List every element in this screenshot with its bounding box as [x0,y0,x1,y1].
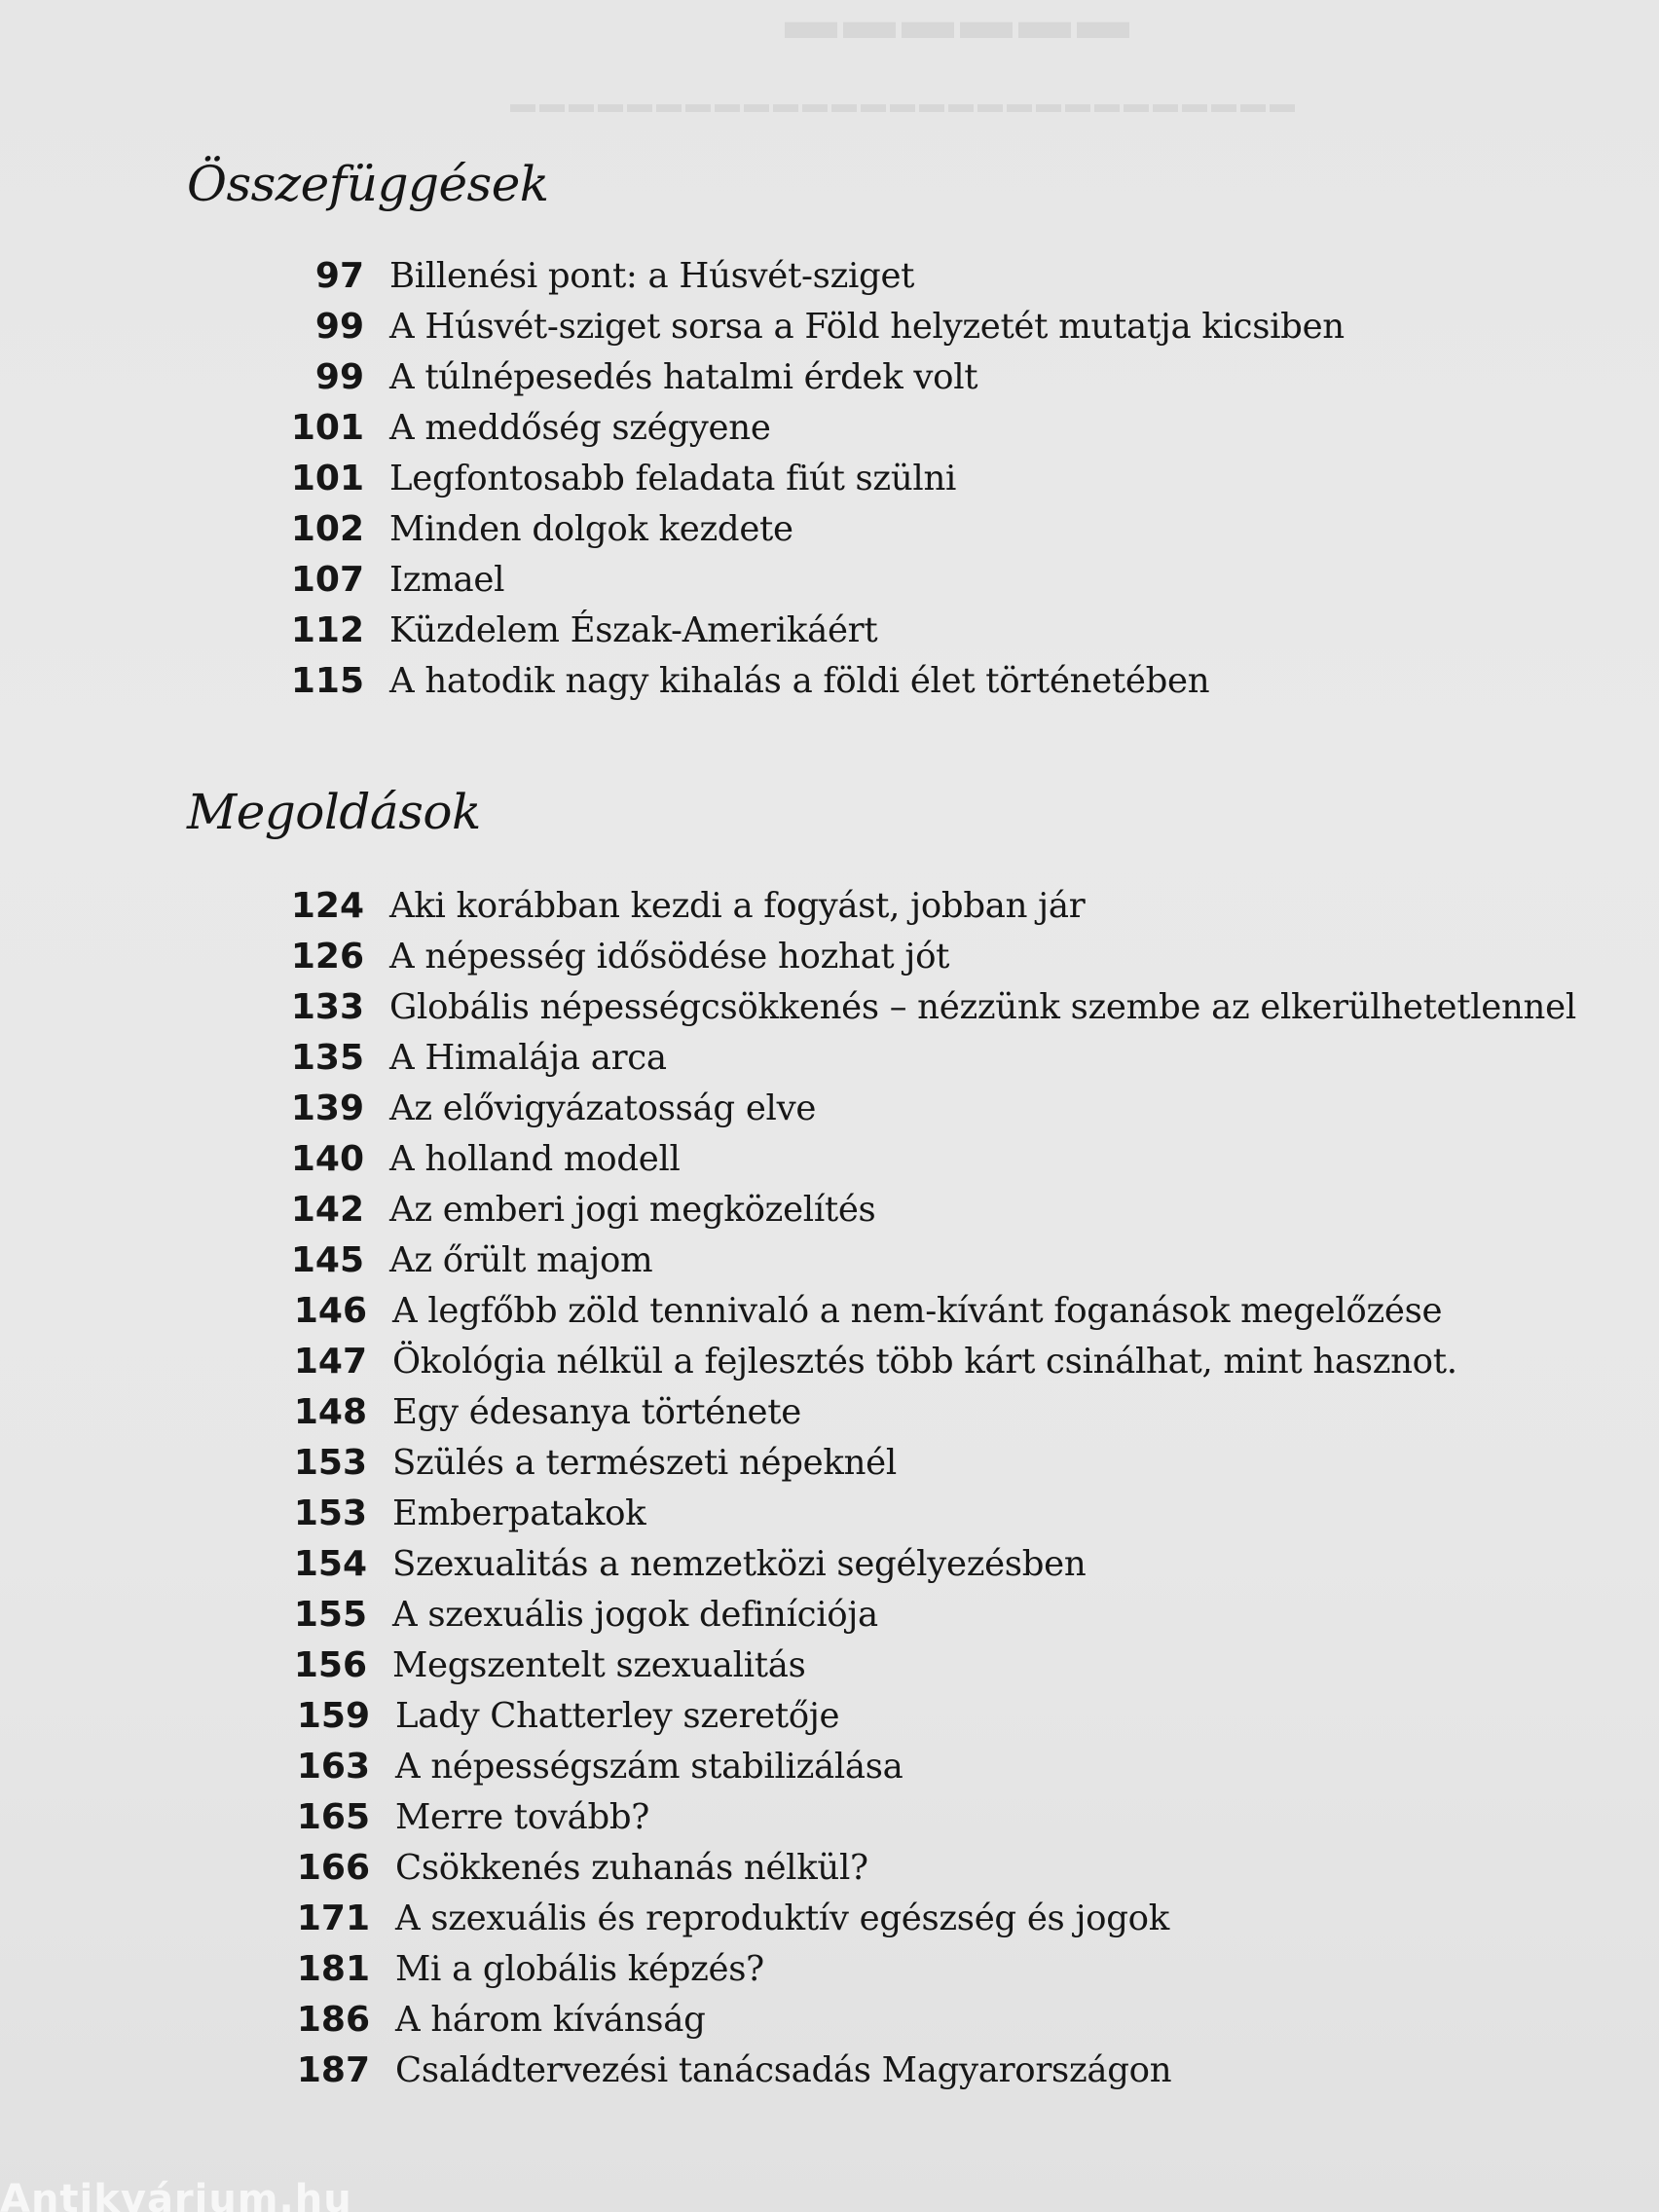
bleed-through-shadow: ▬▬▬▬▬▬ [779,0,1129,50]
entry-title: A népességszám stabilizálása [395,1747,903,1787]
page-number: 97 [314,256,364,296]
entry-title: Az őrült majom [389,1240,653,1280]
page-number: 181 [296,1949,370,1989]
page-number: 146 [293,1291,367,1331]
entry-title: Egy édesanya története [392,1392,801,1432]
entry-title: Izmael [389,560,505,600]
toc-list [0,881,1659,2096]
page-number: 171 [296,1899,370,1938]
toc-entry[interactable] [0,1590,1659,1641]
page-number: 163 [296,1747,370,1787]
entry-title: Mi a globális képzés? [395,1949,764,1989]
toc-entry[interactable] [0,1995,1659,2046]
page-number: 186 [296,2000,370,2040]
entry-title: Lady Chatterley szeretője [395,1696,840,1736]
toc-entry[interactable] [0,403,1659,454]
bleed-through-shadow: ▬▬▬▬▬▬▬▬▬▬▬▬▬▬▬▬▬▬▬▬▬▬▬▬▬▬▬ [506,90,1295,118]
page-number: 140 [290,1139,364,1179]
page-number: 101 [290,408,364,448]
toc-entry[interactable] [0,454,1659,504]
entry-title: Az elővigyázatosság elve [389,1088,817,1128]
page-number: 135 [290,1038,364,1078]
entry-title: Minden dolgok kezdete [389,509,793,549]
toc-entry[interactable] [0,606,1659,656]
toc-entry[interactable] [0,932,1659,982]
entry-title: A túlnépesedés hatalmi érdek volt [389,357,978,397]
entry-title: A három kívánság [395,2000,706,2040]
toc-entry[interactable] [0,1539,1659,1590]
toc-entry[interactable] [0,1185,1659,1235]
page-number: 99 [314,307,364,347]
page-number: 112 [290,610,364,650]
toc-entry[interactable] [0,1792,1659,1843]
page-number: 148 [293,1392,367,1432]
toc-entry[interactable] [0,1894,1659,1944]
page-number: 166 [296,1848,370,1888]
toc-entry[interactable] [0,302,1659,352]
toc-entry[interactable] [0,1235,1659,1286]
page-number: 99 [314,357,364,397]
toc-entry[interactable] [0,2046,1659,2096]
toc-entry[interactable] [0,555,1659,606]
entry-title: A népesség idősödése hozhat jót [389,937,950,977]
toc-list [0,251,1659,707]
entry-title: Küzdelem Észak-Amerikáért [389,610,878,650]
entry-title: A Himalája arca [389,1038,667,1078]
toc-entry[interactable] [0,1641,1659,1691]
toc-entry[interactable] [0,504,1659,555]
page-number: 139 [290,1088,364,1128]
entry-title: Megszentelt szexualitás [392,1645,806,1685]
toc-entry[interactable] [0,352,1659,403]
page-number: 156 [293,1645,367,1685]
toc-entry[interactable] [0,1134,1659,1185]
entry-title: A legfőbb zöld tennivaló a nem-kívánt foganások megelőzése [392,1291,1443,1331]
toc-entry[interactable] [0,656,1659,707]
toc-entry[interactable] [0,1843,1659,1894]
toc-entry[interactable] [0,1084,1659,1134]
toc-entry[interactable] [0,1387,1659,1438]
page-number: 126 [290,937,364,977]
page-number: 153 [293,1493,367,1533]
entry-title: Legfontosabb feladata fiút szülni [389,459,957,498]
entry-title: Ökológia nélkül a fejlesztés több kárt csinálhat, mint hasznot. [392,1342,1457,1382]
toc-entry[interactable] [0,1438,1659,1489]
entry-title: Csökkenés zuhanás nélkül? [395,1848,868,1888]
section-heading: Összefüggések [187,156,549,212]
toc-entry[interactable] [0,1033,1659,1084]
toc-entry[interactable] [0,1944,1659,1995]
page-number: 101 [290,459,364,498]
entry-title: Globális népességcsökkenés – nézzünk szembe az elkerülhetetlennel [389,987,1576,1027]
page-number: 133 [290,987,364,1027]
page-number: 115 [290,661,364,701]
page-number: 107 [290,560,364,600]
entry-title: Aki korábban kezdi a fogyást, jobban jár [389,886,1086,926]
entry-title: A szexuális és reproduktív egészség és jogok [395,1899,1169,1938]
page-number: 153 [293,1443,367,1483]
entry-title: Merre tovább? [395,1797,650,1837]
section-heading: Megoldások [187,784,481,840]
toc-entry[interactable] [0,1489,1659,1539]
page-number: 155 [293,1595,367,1635]
watermark: Antikvárium.hu [0,2177,352,2212]
page-number: 124 [290,886,364,926]
entry-title: Szexualitás a nemzetközi segélyezésben [392,1544,1087,1584]
page-number: 147 [293,1342,367,1382]
toc-entry[interactable] [0,1691,1659,1742]
entry-title: Az emberi jogi megközelítés [389,1190,876,1230]
toc-entry[interactable] [0,881,1659,932]
entry-title: A Húsvét-sziget sorsa a Föld helyzetét mutatja kicsiben [389,307,1345,347]
page-number: 142 [290,1190,364,1230]
entry-title: A hatodik nagy kihalás a földi élet történetében [389,661,1210,701]
entry-title: Szülés a természeti népeknél [392,1443,897,1483]
entry-title: Billenési pont: a Húsvét-sziget [389,256,915,296]
entry-title: A meddőség szégyene [389,408,771,448]
page-number: 145 [290,1240,364,1280]
toc-entry[interactable] [0,1286,1659,1337]
page-number: 187 [296,2050,370,2090]
page-number: 165 [296,1797,370,1837]
page-number: 102 [290,509,364,549]
toc-entry[interactable] [0,1337,1659,1387]
entry-title: A szexuális jogok definíciója [392,1595,878,1635]
entry-title: Emberpatakok [392,1493,646,1533]
page-number: 154 [293,1544,367,1584]
toc-entry[interactable] [0,251,1659,302]
toc-entry[interactable] [0,982,1659,1033]
toc-entry[interactable] [0,1742,1659,1792]
page-number: 159 [296,1696,370,1736]
entry-title: A holland modell [389,1139,681,1179]
entry-title: Családtervezési tanácsadás Magyarországon [395,2050,1172,2090]
